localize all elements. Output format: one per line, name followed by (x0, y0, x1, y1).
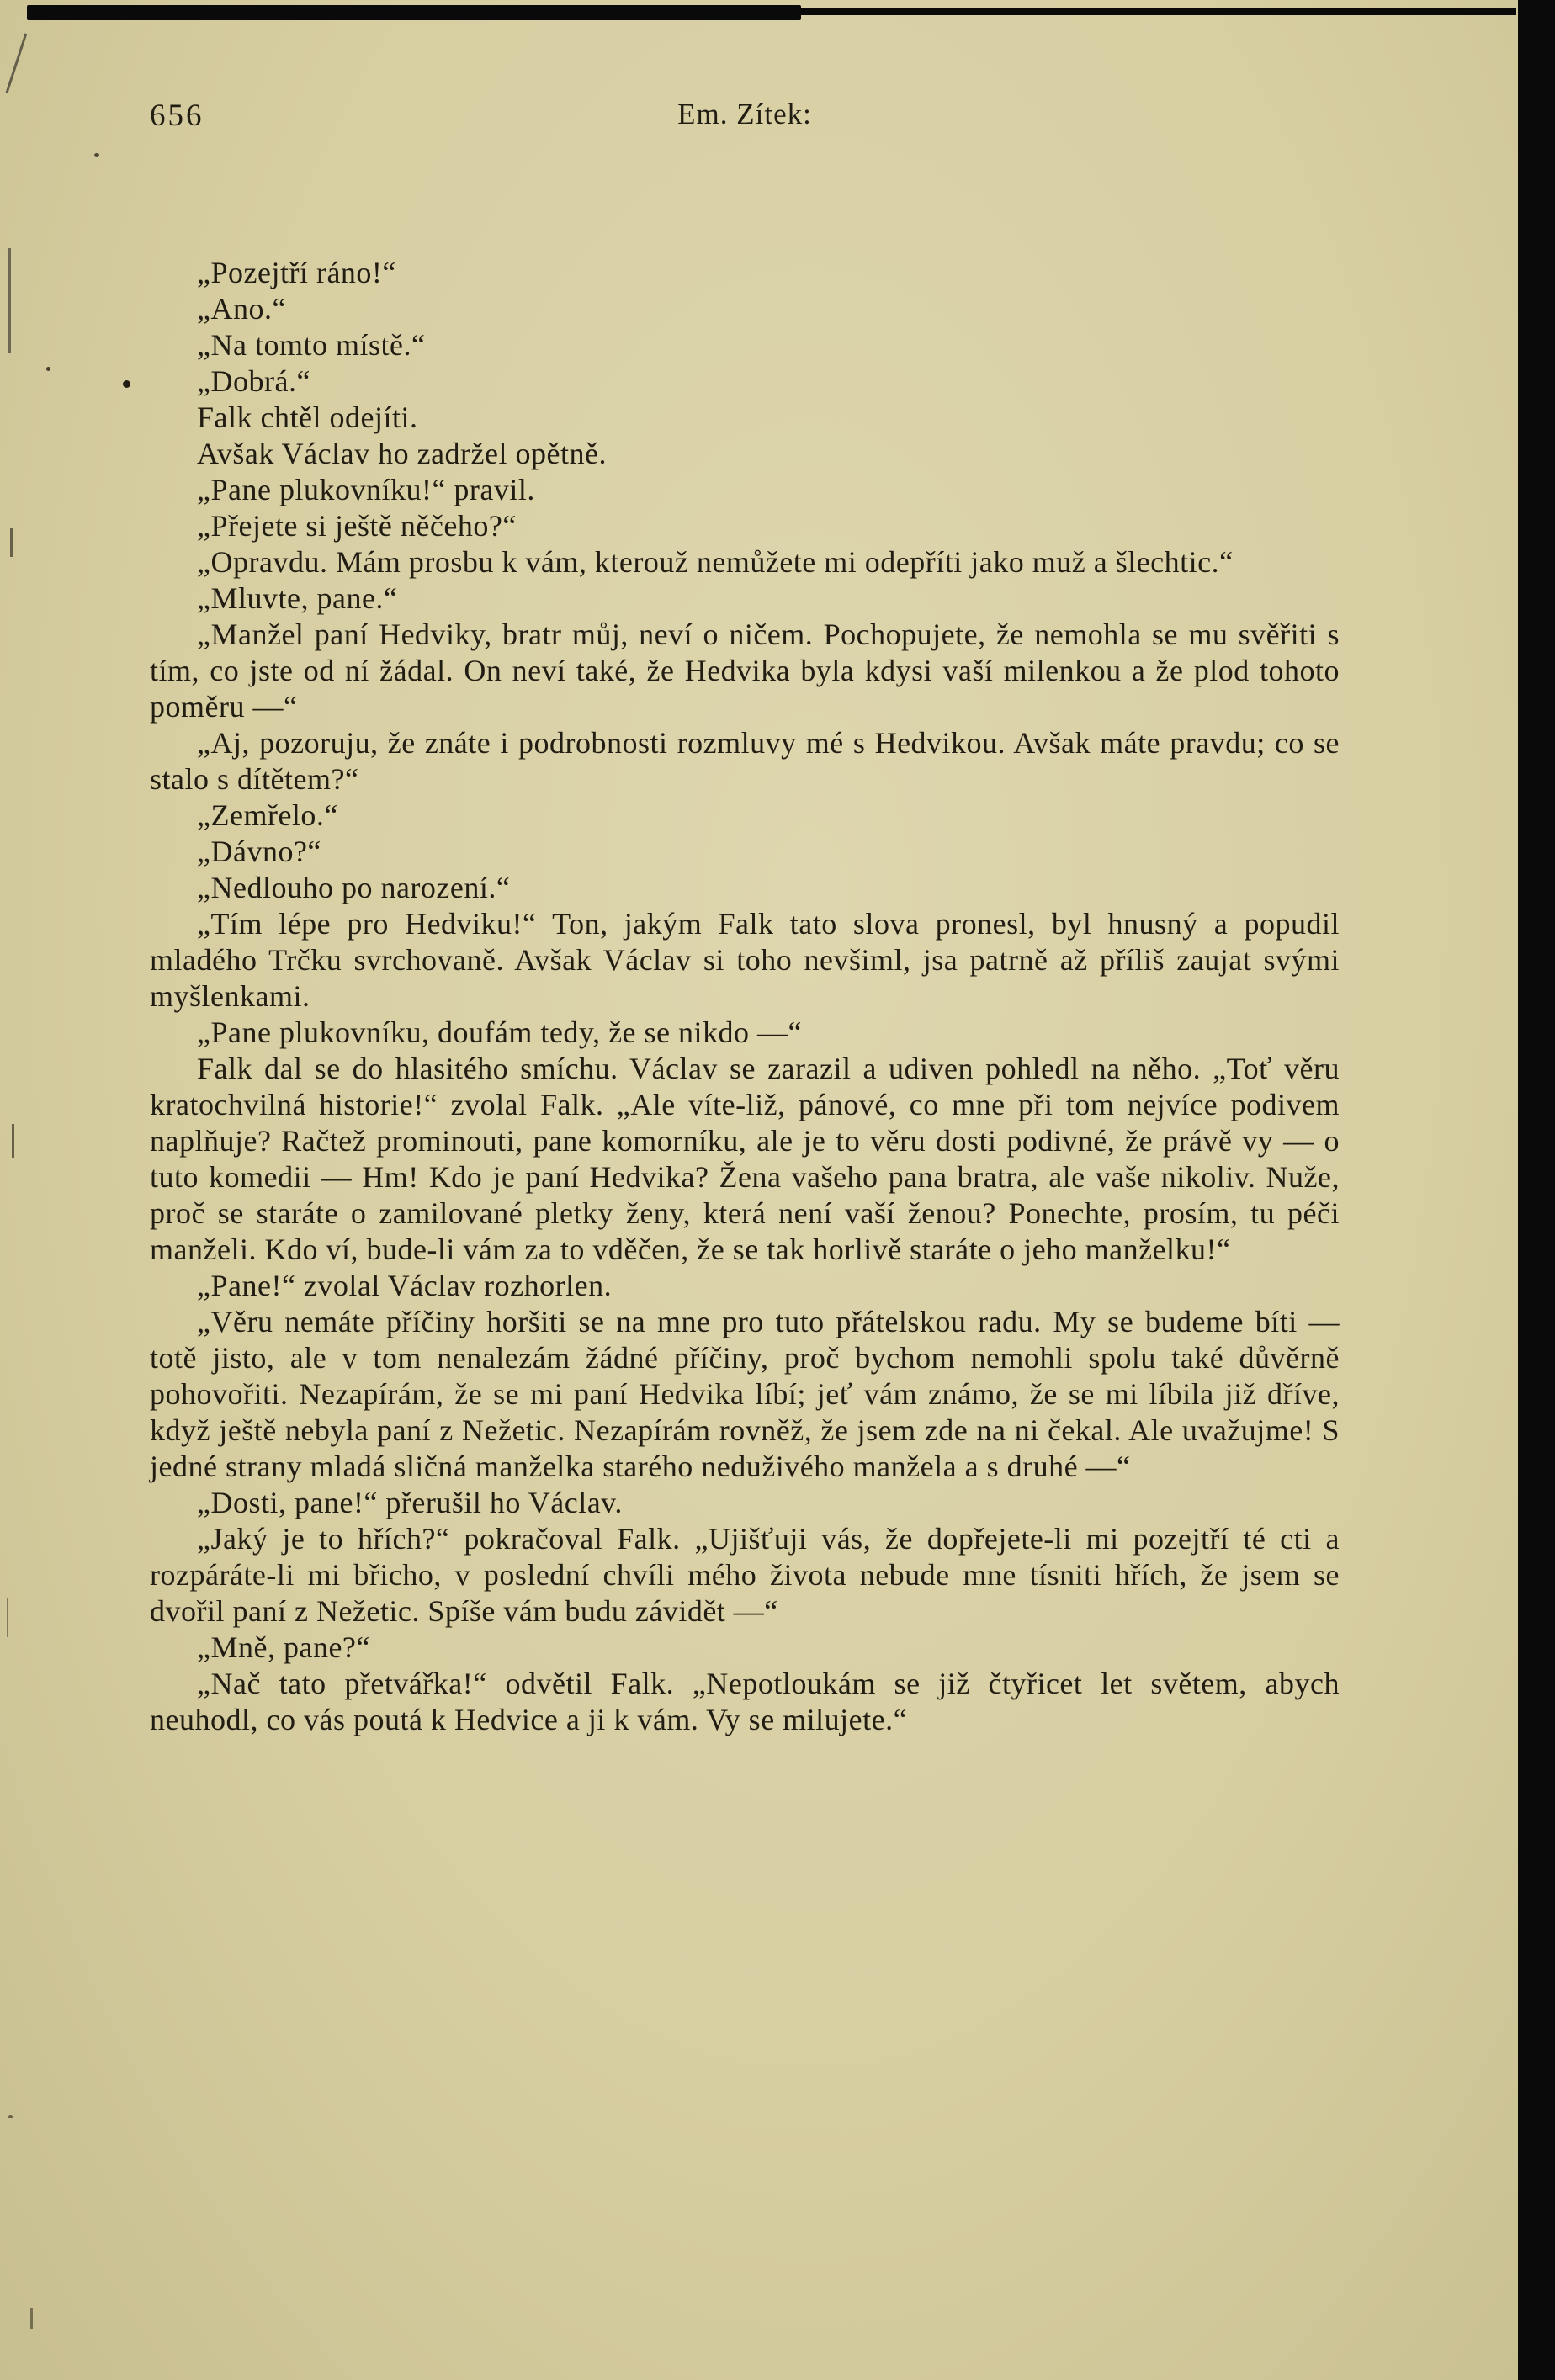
scan-speck (123, 380, 130, 388)
scan-artifact-top-edge-thick (27, 5, 801, 20)
paragraph: „Věru nemáte příčiny horšiti se na mne pro tuto přátelskou radu. My se budeme bíti — totě jisto, ale v tom nenalezám žádné příčiny, proč bychom nemohli spolu také důvěrně pohovořiti. Nezapírám, že se mi paní Hedvika líbí; jeť vám známo, že se mi líbila již dříve, když ještě nebyla paní z Nežetic. Nezapírám rovněž, že jsem zde na ni čekal. Ale uvažujme! S jedné strany mladá sličná manželka starého neduživého manžela a s druhé —“ (150, 1305, 1340, 1483)
paragraph: Falk dal se do hlasitého smíchu. Václav se zarazil a udiven pohledl na něho. „Toť věru kratochvilná historie!“ zvolal Falk. „Ale víte-liž, pánové, co mne při tom nejvíce podivem naplňuje? Račtež prominouti, pane komorníku, ale je to věru dosti podivné, že právě vy — o tuto komedii — Hm! Kdo je paní Hedvika? Žena vašeho pana bratra, ale vaše nikoliv. Nuže, proč se staráte o zamilované pletky ženy, která není vaší ženou? Ponechte, prosím, tu péči manželi. Kdo ví, bude-li vám za to vděčen, že se tak horlivě staráte o jeho manželku!“ (150, 1052, 1340, 1266)
paragraph: „Dobrá.“ (197, 364, 310, 398)
paragraph: „Přejete si ještě něčeho?“ (197, 509, 517, 543)
paragraph: „Tím lépe pro Hedviku!“ Ton, jakým Falk tato slova pronesl, byl hnusný a popudil mladého Trčku svrchovaně. Avšak Václav si toho nevšiml, jsa patrně až příliš zaujat svými myšlenkami. (150, 907, 1340, 1013)
page-body (150, 255, 1340, 1738)
paragraph: „Mně, pane?“ (197, 1630, 370, 1664)
scan-artifact-corner-line (6, 33, 28, 93)
paragraph: „Pozejtří ráno!“ (197, 256, 396, 289)
paragraph: „Manžel paní Hedviky, bratr můj, neví o ničem. Pochopujete, že nemohla se mu svěřiti s tím, co jste od ní žádal. On neví také, že Hedvika byla kdysi vaší milenkou a že plod tohoto poměru —“ (150, 618, 1340, 724)
scan-speck (8, 2115, 13, 2118)
scan-tick-mark (7, 1598, 8, 1637)
paragraph: „Dávno?“ (197, 835, 321, 868)
paragraph: „Ano.“ (197, 292, 286, 326)
scan-tick-mark (12, 1124, 14, 1158)
paragraph: „Pane plukovníku, doufám tedy, že se nikdo —“ (197, 1015, 802, 1049)
paragraph: „Dosti, pane!“ přerušil ho Václav. (197, 1486, 623, 1519)
running-title: Em. Zítek: (677, 98, 812, 130)
page-number: 656 (150, 98, 204, 133)
paragraph: „Zemřelo.“ (197, 798, 338, 832)
scan-artifact-top-edge-thin (789, 8, 1516, 15)
paragraph: Falk chtěl odejíti. (197, 400, 418, 434)
scan-artifact-left-margin-line (8, 248, 11, 353)
scan-artifact-right-edge (1518, 0, 1555, 2380)
paragraph: „Pane!“ zvolal Václav rozhorlen. (197, 1269, 613, 1302)
page-header (150, 98, 1340, 136)
scan-tick-mark (10, 528, 13, 557)
paragraph: „Nedlouho po narození.“ (197, 871, 511, 904)
paragraph: „Na tomto místě.“ (197, 328, 426, 362)
paragraph: „Nač tato přetvářka!“ odvětil Falk. „Nepotloukám se již čtyřicet let světem, abych neuhodl, co vás poutá k Hedvice a ji k vám. Vy se milujete.“ (150, 1667, 1340, 1736)
paragraph: „Aj, pozoruju, že znáte i podrobnosti rozmluvy mé s Hedvikou. Avšak máte pravdu; co se stalo s dítětem?“ (150, 726, 1340, 796)
paragraph: „Pane plukovníku!“ pravil. (197, 473, 535, 506)
paragraph: „Mluvte, pane.“ (197, 581, 398, 615)
paragraph: „Jaký je to hřích?“ pokračoval Falk. „Ujišťuji vás, že dopřejete-li mi pozejtří té cti a rozpáráte-li mi břicho, v poslední chvíli mého života nebude mne tísniti hřích, že jsem se dvořil paní z Nežetic. Spíše vám budu závidět —“ (150, 1522, 1340, 1628)
scan-speck (46, 367, 50, 371)
scan-tick-mark (30, 2308, 33, 2329)
paragraph: „Opravdu. Mám prosbu k vám, kterouž nemůžete mi odepříti jako muž a šlechtic.“ (197, 545, 1234, 579)
paragraph: Avšak Václav ho zadržel opětně. (197, 437, 607, 470)
scan-speck (94, 153, 99, 157)
